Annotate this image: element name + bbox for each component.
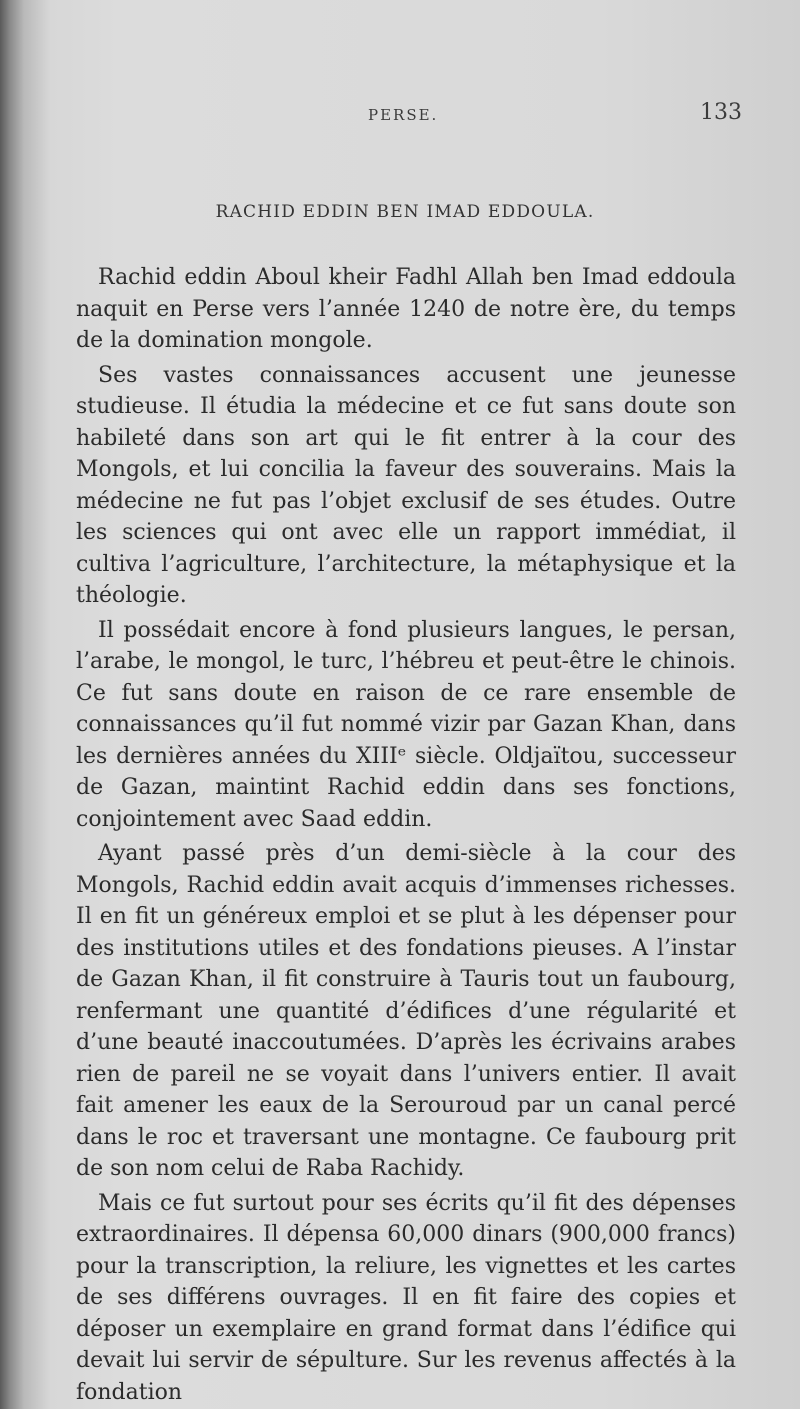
paragraph-3: Il possédait encore à fond plusieurs langues, le persan, l’arabe, le mongol, le turc, l’hébreu et peut-être le chinois. Ce fut sans doute en raison de ce rare ensemble de connaissances qu’il fut nommé vizir par Gazan Khan, dans les dernières années du XIIIᵉ siècle. Oldjaïtou, successeur de Gazan, maintint Rachid eddin dans ses fonctions, conjointement avec Saad eddin. <box>76 617 736 832</box>
page-number: 133 <box>700 100 742 125</box>
body-text <box>76 262 736 1409</box>
paragraph-1: Rachid eddin Aboul kheir Fadhl Allah ben Imad eddoula naquit en Perse vers l’année 1240 de notre ère, du temps de la domination mongole. <box>76 265 736 353</box>
paragraph-2: Ses vastes connaissances accusent une jeunesse studieuse. Il étudia la médecine et ce fut sans doute son habileté dans son art qui le fit entrer à la cour des Mongols, et lui concilia la faveur des souverains. Mais la médecine ne fut pas l’objet exclusif de ses études. Outre les sciences qui ont avec elle un rapport immédiat, il cultiva l’agriculture, l’architecture, la métaphysique et la théologie. <box>76 362 736 608</box>
paragraph-5: Mais ce fut surtout pour ses écrits qu’il fit des dépenses extraordinaires. Il dépensa 60,000 dinars (900,000 francs) pour la transcription, la reliure, les vignettes et les cartes de ses différens ouvrages. Il en fit faire des copies et déposer un exemplaire en grand format dans l’édifice qui devait lui servir de sépulture. Sur les revenus affectés à la fondation <box>76 1190 736 1405</box>
running-title: PERSE. <box>368 106 439 124</box>
chapter-title: RACHID EDDIN BEN IMAD EDDOULA. <box>215 202 595 222</box>
paragraph-4: Ayant passé près d’un demi-siècle à la cour des Mongols, Rachid eddin avait acquis d’immenses richesses. Il en fit un généreux emploi et se plut à les dépenser pour des institutions utiles et des fondations pieuses. A l’instar de Gazan Khan, il fit construire à Tauris tout un faubourg, renfermant une quantité d’édifices d’une régularité et d’une beauté inaccoutumées. D’après les écrivains arabes rien de pareil ne se voyait dans l’univers entier. Il avait fait amener les eaux de la Serouroud par un canal percé dans le roc et traversant une montagne. Ce faubourg prit de son nom celui de Raba Rachidy. <box>76 841 736 1181</box>
running-head <box>0 96 800 136</box>
